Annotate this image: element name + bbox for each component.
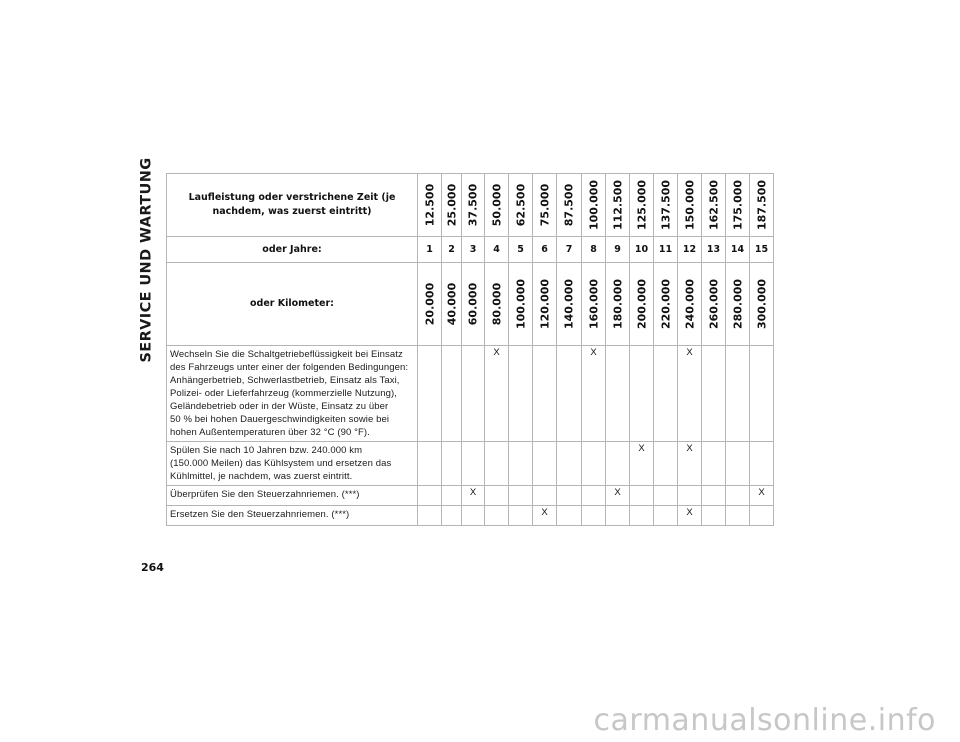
year-value: 9 [606,237,630,263]
table-row [167,506,774,526]
interval-mark [485,486,509,506]
task-description-line: Anhängerbetrieb, Schwerlastbetrieb, Einsatz als Taxi, [170,375,400,386]
km-value [442,263,462,346]
mileage-value-text: 162.500 [707,179,720,231]
year-value: 13 [702,237,726,263]
mileage-value [750,174,774,237]
mileage-value [582,174,606,237]
km-value [750,263,774,346]
task-description [167,506,418,526]
interval-mark [630,506,654,526]
km-value [509,263,533,346]
year-value: 2 [442,237,462,263]
mileage-value-text: 100.000 [587,179,600,231]
section-title [132,157,162,363]
mileage-value [418,174,442,237]
km-value-text: 100.000 [514,278,527,330]
interval-mark [606,506,630,526]
year-value: 4 [485,237,509,263]
interval-mark: X [678,346,702,442]
year-value: 7 [557,237,582,263]
interval-mark [557,346,582,442]
km-value [485,263,509,346]
mileage-value [702,174,726,237]
km-value [418,263,442,346]
interval-mark [557,442,582,486]
interval-mark [726,346,750,442]
task-description-line: des Fahrzeugs unter einer der folgenden Bedingungen: [170,362,409,373]
interval-mark [582,506,606,526]
km-value-text: 120.000 [538,278,551,330]
km-value [462,263,485,346]
interval-mark: X [606,486,630,506]
km-value-text: 160.000 [587,278,600,330]
interval-mark [418,346,442,442]
km-value-text: 280.000 [731,278,744,330]
year-value: 12 [678,237,702,263]
mileage-value-text: 12.500 [423,183,436,227]
year-value: 3 [462,237,485,263]
interval-mark [485,442,509,486]
km-value [533,263,557,346]
year-value: 6 [533,237,557,263]
interval-mark [442,506,462,526]
km-value [557,263,582,346]
mileage-value-text: 187.500 [755,179,768,231]
interval-mark [509,442,533,486]
task-description-line: 50 % bei hohen Dauergeschwindigkeiten sowie bei [170,414,390,425]
table-row [167,346,774,442]
interval-mark [630,346,654,442]
task-description-line: Ersetzen Sie den Steuerzahnriemen. (***) [170,509,350,520]
km-value-text: 80.000 [490,282,503,326]
km-value-text: 40.000 [445,282,458,326]
km-value [702,263,726,346]
mileage-value [462,174,485,237]
interval-mark [533,486,557,506]
km-value-text: 180.000 [611,278,624,330]
task-description-line: Kühlmittel, je nachdem, was zuerst eintritt. [170,471,353,482]
mileage-value [630,174,654,237]
mileage-value-text: 62.500 [514,183,527,227]
task-description-line: Polizei- oder Lieferfahrzeug (kommerzielle Nutzung), [170,388,397,399]
interval-mark [418,442,442,486]
year-value: 11 [654,237,678,263]
km-value [630,263,654,346]
year-value: 15 [750,237,774,263]
interval-mark [462,506,485,526]
interval-mark [750,506,774,526]
km-value-text: 200.000 [635,278,648,330]
interval-mark: X [485,346,509,442]
km-value-text: 140.000 [562,278,576,330]
interval-mark [702,442,726,486]
interval-mark [678,486,702,506]
interval-mark [654,486,678,506]
mileage-value [442,174,462,237]
interval-mark [418,506,442,526]
mileage-value [509,174,533,237]
mileage-value-text: 175.000 [731,179,744,231]
interval-mark [462,442,485,486]
task-description [167,486,418,506]
mileage-value [606,174,630,237]
interval-mark: X [750,486,774,506]
interval-mark [750,442,774,486]
km-value [582,263,606,346]
km-value-text: 240.000 [683,278,696,330]
mileage-value-text: 137.500 [659,179,672,231]
interval-mark [533,442,557,486]
task-description [167,442,418,486]
interval-mark [509,346,533,442]
header-km-label: oder Kilometer: [167,263,418,346]
mileage-value-text: 87.500 [562,183,576,227]
interval-mark: X [582,346,606,442]
interval-mark [726,486,750,506]
km-value-text: 20.000 [423,282,436,326]
header-years-label: oder Jahre: [167,237,418,263]
interval-mark [702,346,726,442]
interval-mark [582,442,606,486]
interval-mark [630,486,654,506]
interval-mark [442,442,462,486]
interval-mark [606,346,630,442]
interval-mark [418,486,442,506]
km-value [654,263,678,346]
task-description-line: Geländebetrieb oder in der Wüste, Einsatz zu über [170,401,389,412]
task-description-line: hohen Außentemperaturen über 32 °C (90 °F). [170,427,370,438]
interval-mark [442,346,462,442]
mileage-value [678,174,702,237]
interval-mark [654,506,678,526]
interval-mark [582,486,606,506]
interval-mark [485,506,509,526]
watermark: carmanualsonline.info [593,703,936,738]
mileage-value-text: 125.000 [635,179,648,231]
year-value: 1 [418,237,442,263]
interval-mark [557,506,582,526]
km-value [678,263,702,346]
km-value-text: 300.000 [755,278,768,330]
km-value-text: 260.000 [707,278,720,330]
interval-mark [557,486,582,506]
year-value: 8 [582,237,606,263]
interval-mark: X [462,486,485,506]
task-description [167,346,418,442]
mileage-value-text: 150.000 [683,179,696,231]
km-value [606,263,630,346]
task-description-line: Überprüfen Sie den Steuerzahnriemen. (***) [170,489,360,500]
interval-mark [509,506,533,526]
km-value-text: 220.000 [659,278,672,330]
header-row-years [167,237,774,263]
page-number: 264 [141,561,164,574]
table-row [167,486,774,506]
interval-mark [654,346,678,442]
interval-mark [606,442,630,486]
interval-mark [462,346,485,442]
year-value: 5 [509,237,533,263]
interval-mark [533,346,557,442]
mileage-value-text: 50.000 [490,183,503,227]
interval-mark: X [630,442,654,486]
header-row-mileage [167,174,774,237]
mileage-value [557,174,582,237]
interval-mark [654,442,678,486]
interval-mark: X [678,442,702,486]
interval-mark [702,486,726,506]
km-value-text: 60.000 [466,282,480,326]
mileage-value-text: 112.500 [611,179,624,231]
task-description-line: (150.000 Meilen) das Kühlsystem und ersetzen das [170,458,392,469]
mileage-value [533,174,557,237]
maintenance-schedule-table [166,173,774,526]
mileage-value [654,174,678,237]
mileage-value [485,174,509,237]
header-mileage-label: Laufleistung oder verstrichene Zeit (je nachdem, was zuerst eintritt) [167,174,418,237]
interval-mark [509,486,533,506]
interval-mark [702,506,726,526]
interval-mark [726,506,750,526]
mileage-value-text: 37.500 [466,183,480,227]
interval-mark: X [533,506,557,526]
interval-mark [442,486,462,506]
section-title-text: SERVICE UND WARTUNG [139,157,156,363]
interval-mark [726,442,750,486]
interval-mark: X [678,506,702,526]
header-row-km [167,263,774,346]
mileage-value-text: 25.000 [445,183,458,227]
year-value: 14 [726,237,750,263]
km-value [726,263,750,346]
year-value: 10 [630,237,654,263]
table-row [167,442,774,486]
task-description-line: Spülen Sie nach 10 Jahren bzw. 240.000 km [170,445,363,456]
task-description-line: Wechseln Sie die Schaltgetriebeflüssigkeit bei Einsatz [170,349,403,360]
interval-mark [750,346,774,442]
mileage-value-text: 75.000 [538,183,551,227]
mileage-value [726,174,750,237]
